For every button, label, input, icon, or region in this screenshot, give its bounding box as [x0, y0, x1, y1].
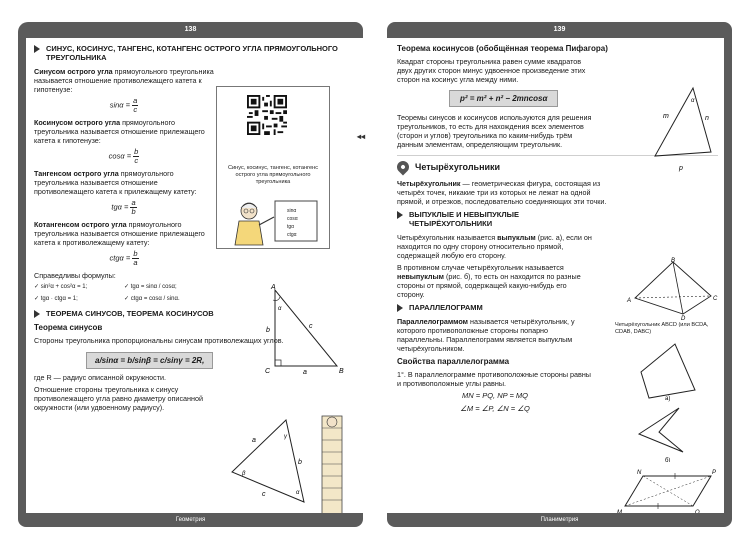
right-page-rail	[724, 38, 732, 513]
side-b: b	[266, 327, 270, 334]
quadrilateral-figure	[625, 256, 720, 320]
board-line-4: ctgα	[287, 232, 297, 238]
side-a: a	[303, 369, 307, 374]
left-page	[18, 22, 363, 527]
formulas-label: Справедливы формулы:	[34, 271, 116, 280]
sine-formula: sinα = $\frac{a}{c}$	[109, 96, 138, 114]
side-n: n	[705, 115, 709, 122]
cos-law-heading: Теорема косинусов (обобщённая теорема Пифагора)	[397, 44, 608, 53]
parallelogram-definition: Параллелограммом называется четырёхугольник, у которого противоположные стороны попарно параллельны. Параллелограмм является выпуклым четырёхугольником.	[397, 317, 575, 353]
angle-beta: β	[242, 471, 246, 477]
parallelogram-heading: ПАРАЛЛЕЛОГРАММ	[397, 303, 718, 312]
cos-law-text2: Теоремы синусов и косинусов используются для решения треугольников, то есть для нахождения всех элементов (сторон и углов) треугольника по каким-нибудь трём данным элементам, определяющим треугольник.	[397, 113, 592, 149]
teacher-at-board-illustration	[227, 199, 322, 247]
side-a-2: a	[252, 437, 256, 444]
right-footer: Планиметрия	[387, 513, 732, 527]
angle-alpha-cos: α	[691, 98, 695, 104]
qr-video-card[interactable]	[216, 86, 330, 249]
cosine-formula: cosα = $\frac{b}{c}$	[108, 147, 139, 165]
right-page	[387, 22, 732, 527]
vertex-C-quad: C	[713, 296, 718, 302]
sine-definition: Синусом острого угла прямоугольного треугольника называется отношение противолежащего катета к гипотенузе: sinα = $\frac{a}{c}$	[34, 67, 214, 114]
sine-law-text: Стороны треугольника пропорциональны синусам противолежащих углов.	[34, 336, 284, 345]
cotangent-definition: Котангенсом острого угла прямоугольного треугольника называется отношение прилежащего катета к противолежащему катету: ctgα = $\frac{b}{a}$	[34, 220, 214, 267]
side-m: m	[663, 113, 669, 120]
section-laws-heading: ТЕОРЕМА СИНУСОВ, ТЕОРЕМА КОСИНУСОВ	[34, 309, 355, 318]
sine-law-formula: a/sinα = b/sinβ = c/sinγ = 2R,	[86, 352, 213, 369]
sine-law-text2: Отношение стороны треугольника к синусу противолежащего угла равно диаметру описанной окружности (или удвоенному радиусу).	[34, 385, 203, 412]
double-chevron-icon: ◂◂	[356, 132, 365, 141]
vertex-C: C	[265, 368, 271, 374]
angle-gamma: γ	[284, 434, 287, 440]
parallelogram-eq-2: ∠M = ∠P, ∠N = ∠Q	[460, 404, 530, 413]
nonconvex-text: В противном случае четырёхугольник называется невыпуклым (рис. б), то есть он находится по разные стороны от прямой, содержащей какую-нибудь его сторону.	[397, 263, 581, 299]
nonconvex-figure-b	[635, 402, 705, 462]
identity-3: ✓ tgα · ctgα = 1;	[34, 296, 78, 302]
convex-figure-a	[635, 340, 705, 402]
vertex-P: P	[712, 470, 717, 476]
page-number-139: 139	[387, 22, 732, 38]
quadrilaterals-heading: Четырёхугольники	[397, 155, 718, 173]
fig-a-label: а)	[665, 396, 671, 402]
side-c: c	[309, 323, 313, 330]
sine-law-where: где R — радиус описанной окружности.	[34, 373, 167, 382]
side-p: p	[679, 165, 683, 172]
cosine-definition: Косинусом острого угла прямоугольного треугольника называется отношение прилежащего катета к гипотенузе: cosα = $\frac{b}{c}$	[34, 118, 214, 165]
sine-law-heading: Теорема синусов	[34, 323, 103, 332]
side-c-2: c	[262, 491, 266, 498]
identity-4: ✓ ctgα = cosα / sinα.	[124, 296, 180, 302]
parallelogram-props-heading: Свойства параллелограмма	[397, 357, 510, 366]
tangent-definition: Тангенсом острого угла прямоугольного треугольника называется отношение противолежащего катета к прилежащему катету: tgα = $\frac{a}{b}$	[34, 169, 214, 216]
convex-text: Четырёхугольник называется выпуклым (рис. а), если он находится по одну сторону относительно прямой, содержащей любую его сторону.	[397, 233, 592, 260]
identity-2: ✓ tgα = sinα / cosα;	[124, 284, 177, 290]
vertex-B-quad: B	[671, 258, 676, 264]
triangle-bullet-icon	[34, 310, 40, 318]
right-triangle-figure	[263, 284, 353, 374]
parallelogram-figure	[613, 466, 723, 516]
angle-alpha: α	[278, 306, 282, 312]
qr-caption: Синус, косинус, тангенс, котангенс острого угла прямоугольного треугольника	[228, 165, 318, 185]
identity-1: ✓ sin²α + cos²α = 1;	[34, 284, 88, 290]
page-number-138: 138	[18, 22, 363, 38]
cotangent-formula: ctgα = $\frac{b}{a}$	[109, 249, 138, 267]
vertex-A-quad: A	[627, 298, 632, 304]
triangle-bullet-icon	[397, 211, 403, 219]
quadrilateral-caption: Четырёхугольник ABCD (или BCDA, CDAB, DABC)	[615, 322, 709, 335]
left-footer: Геометрия	[18, 513, 363, 527]
cos-law-formula: p² = m² + n² − 2mncosα	[449, 90, 558, 107]
triangle-bullet-icon	[397, 304, 403, 312]
qr-code[interactable]	[247, 95, 287, 135]
parallelogram-prop-1: 1°. В параллелограмме противоположные стороны равны и противоположные углы равны.	[397, 370, 591, 388]
board-line-2: cosα	[287, 216, 298, 222]
vertex-D-quad: D	[681, 316, 686, 320]
vertex-B: B	[339, 368, 344, 374]
sine-law-figure	[224, 414, 354, 518]
side-b-2: b	[298, 459, 302, 466]
left-page-rail	[18, 38, 26, 513]
quadrilateral-definition: Четырёхугольник — геометрическая фигура, состоящая из четырёх точек, никакие три из которых не лежат на одной прямой, и отрезков, последовательно соединяющих эти точки.	[397, 179, 607, 206]
parallelogram-eq-1: MN = PQ, NP = MQ	[462, 391, 528, 400]
board-line-1: sinα	[287, 208, 297, 214]
location-pin-icon	[395, 159, 412, 176]
vertex-N: N	[637, 470, 642, 476]
cos-law-text: Квадрат стороны треугольника равен сумме квадратов двух других сторон минус удвоенное произведение этих сторон на косинус угла между ними.	[397, 57, 586, 84]
cosine-law-figure	[649, 82, 719, 174]
triangle-bullet-icon	[34, 45, 40, 53]
board-line-3: tgα	[287, 224, 295, 230]
angle-alpha-2: α	[296, 490, 300, 496]
section-trig-heading: СИНУС, КОСИНУС, ТАНГЕНС, КОТАНГЕНС ОСТРОГО УГЛА ПРЯМОУГОЛЬНОГО ТРЕУГОЛЬНИКА	[34, 44, 355, 62]
book-stack-illustration	[322, 416, 342, 514]
fig-b-label: б)	[665, 458, 671, 462]
vertex-A: A	[271, 284, 276, 291]
convex-heading: ВЫПУКЛЫЕ И НЕВЫПУКЛЫЕ ЧЕТЫРЁХУГОЛЬНИКИ	[397, 210, 597, 228]
tangent-formula: tgα = $\frac{a}{b}$	[111, 198, 136, 216]
